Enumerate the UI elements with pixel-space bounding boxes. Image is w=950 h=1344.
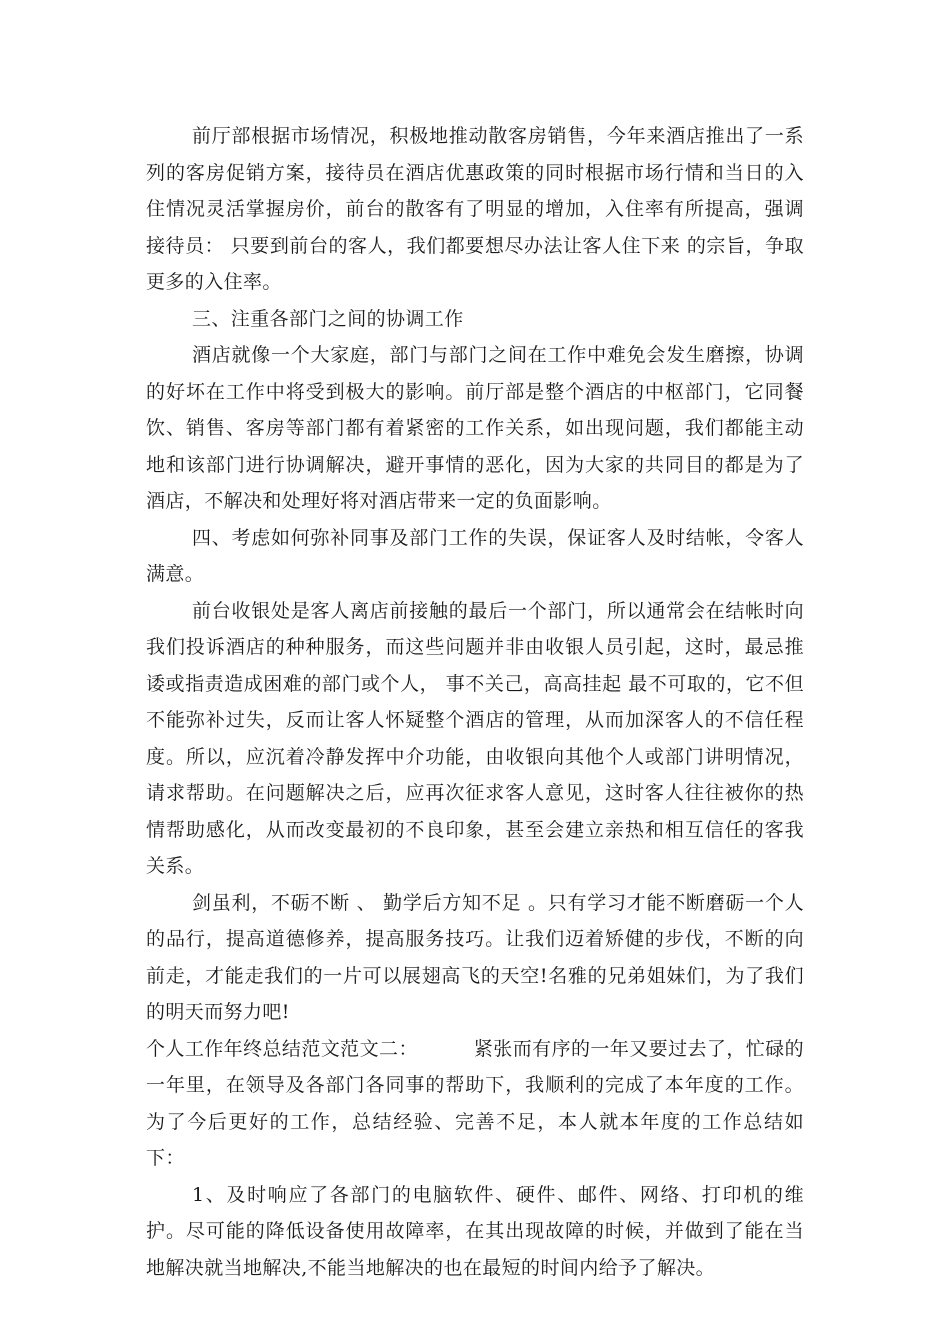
heading-section-three: 三、注重各部门之间的协调工作 bbox=[192, 307, 464, 330]
paragraph-item-one: 1、及时响应了各部门的电脑软件、硬件、邮件、网络、打印机的维护。尽可能的降低设备使用故障率，在其出现故障的时候，并做到了能在当地解决就当地解决,不能当地解决的也在最短的时间内给予了解决。 bbox=[146, 1183, 804, 1279]
section-two-title: 个人工作年终总结范文范文二： bbox=[146, 1037, 418, 1060]
paragraph-department-coordination: 酒店就像一个大家庭，部门与部门之间在工作中难免会发生磨擦，协调的好坏在工作中将受到极大的影响。前厅部是整个酒店的中枢部门，它同餐饮、销售、客房等部门都有着紧密的工作关系，如出现问题，我们都能主动地和该部门进行协调解决，避开事情的恶化，因为大家的共同目的都是为了酒店，不解决和处理好将对酒店带来一定的负面影响。 bbox=[146, 344, 804, 512]
document-page bbox=[146, 118, 804, 1286]
heading-section-four: 四、考虑如何弥补同事及部门工作的失误，保证客人及时结帐，令客人满意。 bbox=[146, 526, 804, 585]
paragraph-learning: 剑虽利，不砺不断 、 勤学后方知不足 。只有学习才能不断磨砺一个人的品行，提高道德修养，提高服务技巧。让我们迈着矫健的步伐，不断的向前走，才能走我们的一片可以展翅高飞的天空!名雅的兄弟姐妹们，为了我们的明天而努力吧! bbox=[146, 891, 804, 1023]
paragraph-cashier: 前台收银处是客人离店前接触的最后一个部门，所以通常会在结帐时向我们投诉酒店的种种服务，而这些问题并非由收银人员引起，这时，最忌推诿或指责造成困难的部门或个人， 事不关己，高高挂起 最不可取的，它不但不能弥补过失，反而让客人怀疑整个酒店的管理，从而加深客人的不信任程度。所以，应沉着冷静发挥中介功能，由收银向其他个人或部门讲明情况，请求帮助。在问题解决之后，应再次征求客人意见，这时客人往往被你的热情帮助感化，从而改变最初的不良印象，甚至会建立亲热和相互信任的客我关系。 bbox=[146, 599, 804, 877]
paragraph-front-desk-sales: 前厅部根据市场情况，积极地推动散客房销售，今年来酒店推出了一系列的客房促销方案，接待员在酒店优惠政策的同时根据市场行情和当日的入住情况灵活掌握房价，前台的散客有了明显的增加，入住率有所提高，强调接待员： 只要到前台的客人，我们都要想尽办法让客人住下来 的宗旨，争取更多的入住率。 bbox=[146, 125, 804, 293]
section-two-intro bbox=[146, 1031, 804, 1177]
section-two-intro-text: 紧张而有序的一年又要过去了，忙碌的一年里，在领导及各部门各同事的帮助下，我顺利的完成了本年度的工作。为了今后更好的工作，总结经验、完善不足，本人就本年度的工作总结如下： bbox=[146, 1037, 804, 1169]
